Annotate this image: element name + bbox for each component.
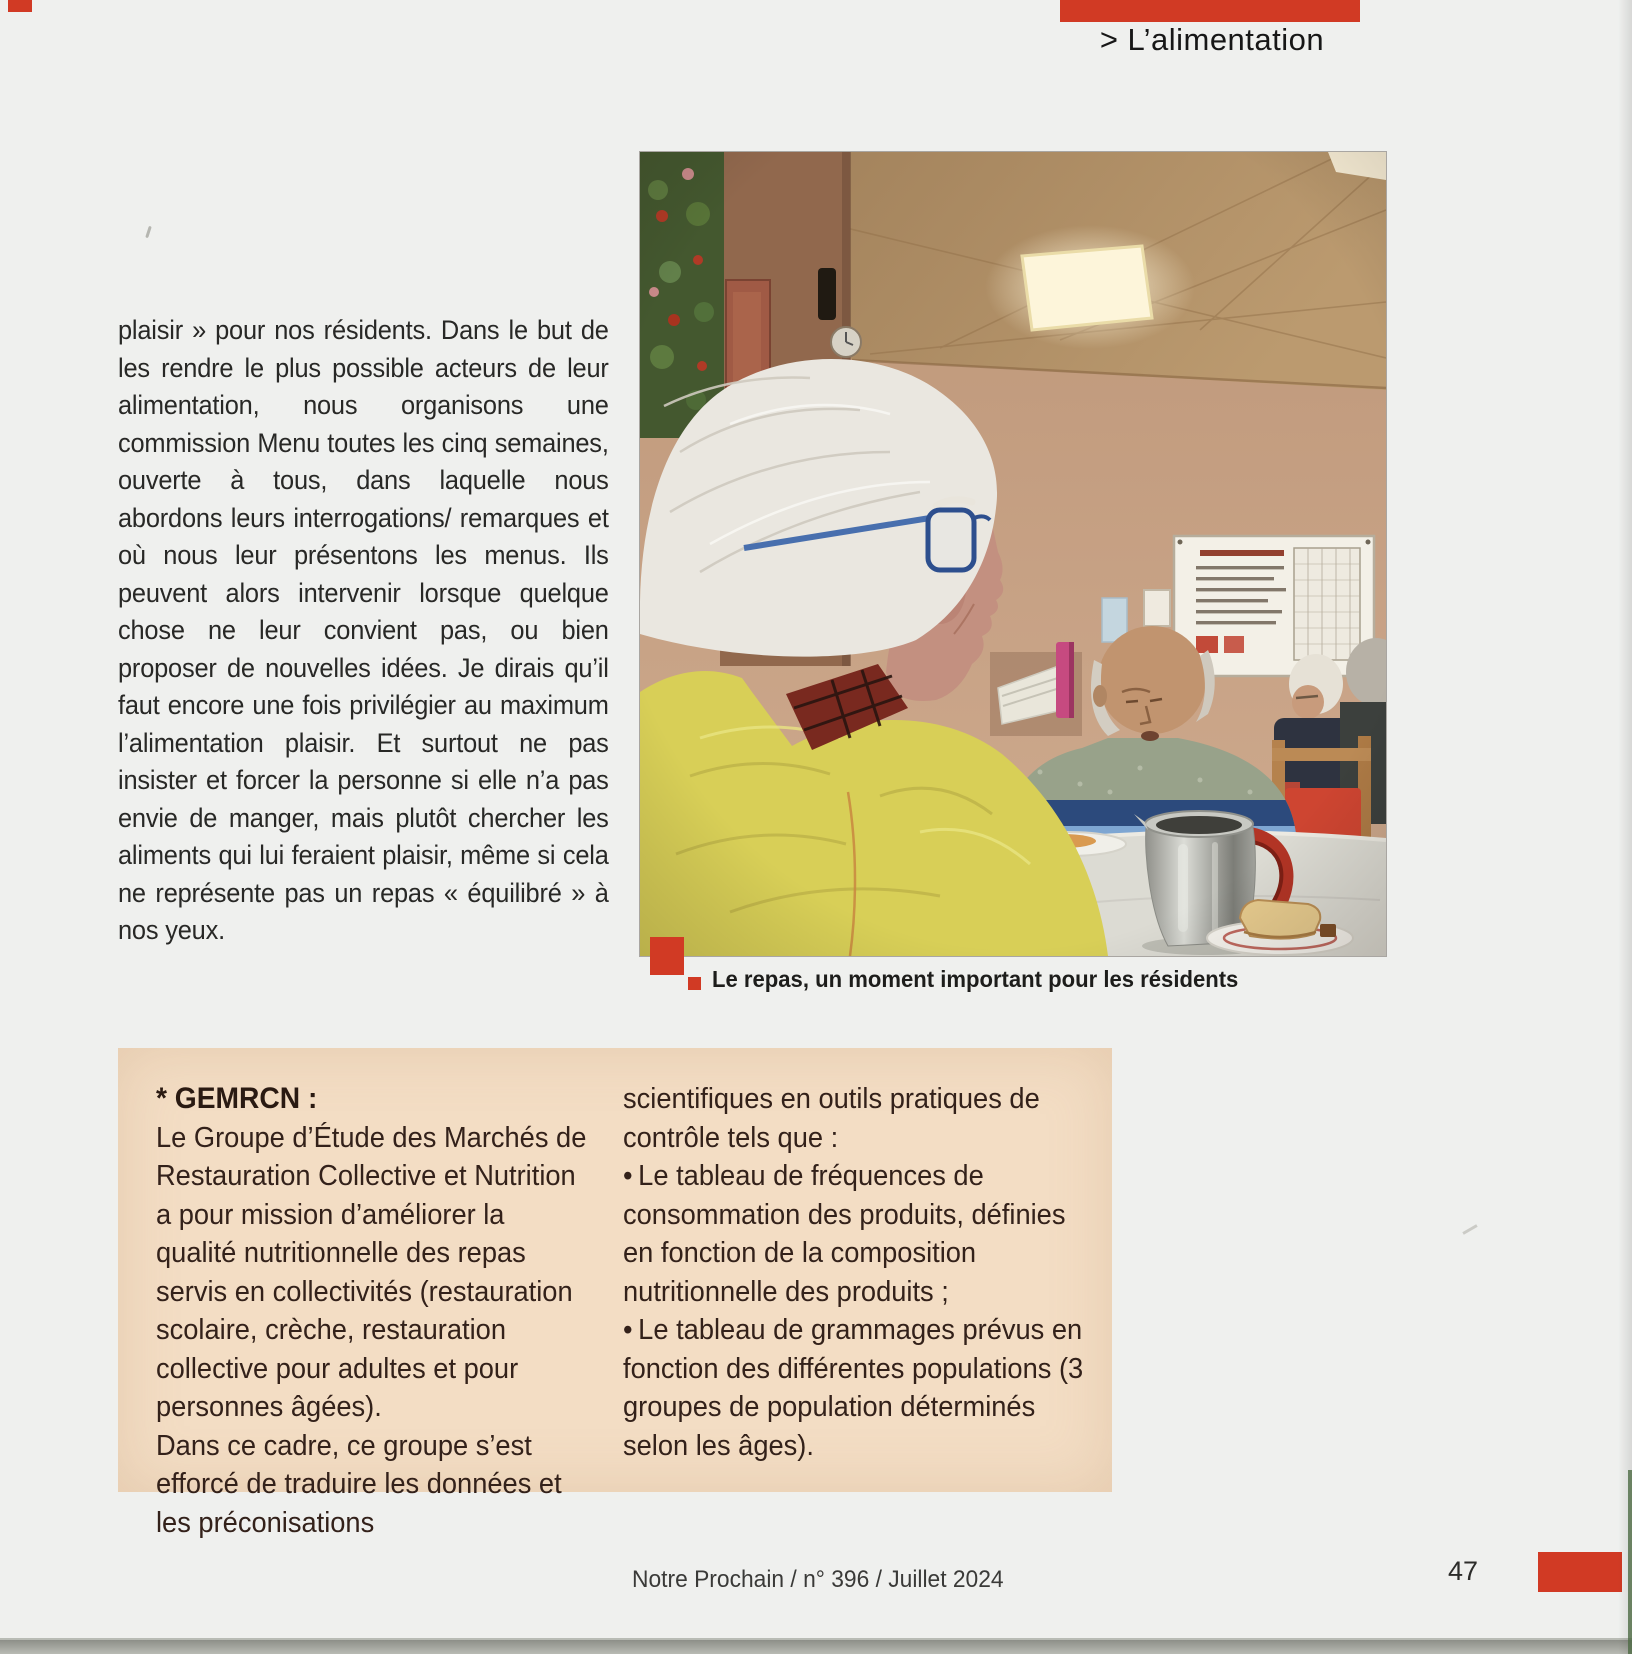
header-accent-bar	[1060, 0, 1360, 22]
bullet-icon: •	[623, 1160, 633, 1192]
stray-pen-mark	[145, 226, 152, 238]
infobox-title: * GEMRCN :	[156, 1082, 318, 1115]
infobox-bullet-2-text: Le tableau de grammages prévus en fonction des différentes populations (3 groupes de population déterminés selon les âges).	[623, 1314, 1084, 1462]
caption-marker-large-icon	[650, 937, 684, 975]
scan-corner-mark	[8, 0, 32, 12]
infobox-left-column	[156, 1080, 588, 1542]
infobox-bullet-1	[623, 1157, 1093, 1311]
bullet-icon: •	[623, 1314, 633, 1346]
infobox-left-paragraph-2: Dans ce cadre, ce groupe s’est efforcé de traduire les données et les préconisations	[156, 1429, 562, 1539]
infobox-bullet-1-text: Le tableau de fréquences de consommation des produits, définies en fonction de la composition nutritionnelle des produits ;	[623, 1160, 1066, 1308]
scan-green-edge	[1628, 1470, 1632, 1654]
photo	[640, 152, 1386, 956]
page-number: 47	[1448, 1556, 1479, 1586]
photo-vignette	[640, 152, 1386, 956]
journal-line: Notre Prochain / n° 396 / Juillet 2024	[632, 1566, 1004, 1593]
photo-illustration	[640, 152, 1386, 956]
infobox-left-paragraph-1: Le Groupe d’Étude des Marchés de Restauration Collective et Nutrition a pour mission d’améliorer la qualité nutritionnelle des repas servis en collectivités (restauration scolaire, crèche, restauration collective pour adultes et pour personnes âgées).	[156, 1121, 587, 1423]
article-paragraph: plaisir » pour nos résidents. Dans le but de les rendre le plus possible acteurs de leur alimentation, nous organisons une commission Menu toutes les cinq semaines, ouverte à tous, dans laquelle nous abordons leurs interrogations/ remarques et où nous leur présentons les menus. Ils peuvent alors intervenir lorsque quelque chose ne leur convient pas, ou bien proposer de nouvelles idées. Je dirais qu’il faut encore une fois privilégier au maximum l’alimentation plaisir. Et surtout ne pas insister et forcer la personne si elle n’a pas envie de manger, mais plutôt chercher les aliments qui lui feraient plaisir, même si cela ne représente pas un repas « équilibré » à nos yeux.	[118, 315, 609, 945]
infobox-bullet-2	[623, 1311, 1093, 1465]
infobox-right-column	[623, 1080, 1093, 1465]
photo-caption: Le repas, un moment important pour les résidents	[712, 966, 1239, 992]
section-label: > L’alimentation	[1099, 22, 1325, 57]
scan-smudge	[1462, 1224, 1477, 1235]
infobox-gemrcn	[118, 1048, 1112, 1539]
scan-bottom-edge	[0, 1640, 1632, 1654]
footer-accent-bar	[1538, 1552, 1622, 1592]
infobox-right-intro: scientifiques en outils pratiques de contrôle tels que :	[623, 1083, 1040, 1154]
scan-right-edge	[1618, 0, 1632, 1654]
caption-marker-small-icon	[688, 977, 701, 990]
